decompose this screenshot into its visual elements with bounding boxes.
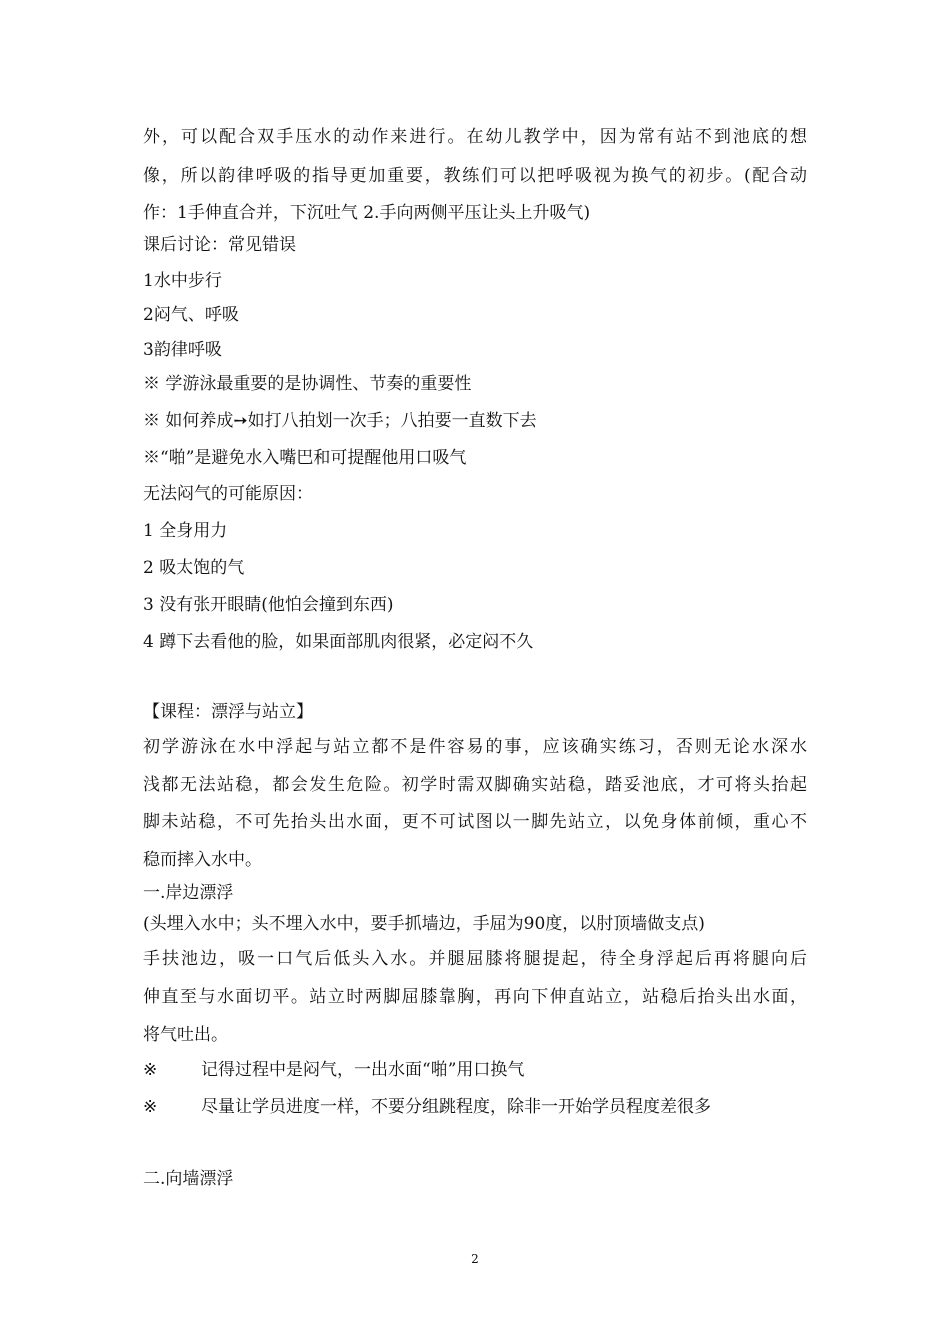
list-item: 2 吸太饱的气: [143, 558, 245, 578]
reasons-title: 无法闷气的可能原因：: [143, 484, 313, 504]
list-item: 1水中步行: [143, 271, 222, 291]
section-title: 二.向墙漂浮: [143, 1169, 234, 1189]
section-note: (头埋入水中；头不埋入水中，要手抓墙边，手屈为90度，以肘顶墙做支点): [143, 914, 705, 934]
paragraph-line: 浅都无法站稳，都会发生危险。初学时需双脚确实站稳，踏妥池底，才可将头抬起: [143, 775, 807, 795]
list-item: 3 没有张开眼睛(他怕会撞到东西): [143, 595, 394, 615]
paragraph-line: 像，所以韵律呼吸的指导更加重要，教练们可以把呼吸视为换气的初步。(配合动: [143, 166, 807, 186]
page-number: 2: [471, 1252, 479, 1266]
list-item: 3韵律呼吸: [143, 340, 222, 360]
tip-item: [143, 1060, 524, 1080]
course-title: 【课程：漂浮与站立】: [143, 702, 313, 722]
paragraph-line: 初学游泳在水中浮起与站立都不是件容易的事，应该确实练习，否则无论水深水: [143, 737, 807, 757]
reference-mark: ※: [143, 1097, 158, 1117]
tip-text: 尽量让学员进度一样，不要分组跳程度，除非一开始学员程度差很多: [201, 1097, 711, 1117]
paragraph-line: 稳而摔入水中。: [143, 850, 262, 870]
list-item: 4 蹲下去看他的脸，如果面部肌肉很紧，必定闷不久: [143, 632, 534, 652]
reference-mark: ※: [143, 1060, 158, 1080]
paragraph-line: 外，可以配合双手压水的动作来进行。在幼儿教学中，因为常有站不到池底的想: [143, 127, 807, 147]
list-item: 1 全身用力: [143, 521, 228, 541]
note-item: ※ 如何养成➙如打八拍划一次手；八拍要一直数下去: [143, 411, 537, 431]
tip-text: 记得过程中是闷气，一出水面“啪”用口换气: [201, 1060, 525, 1080]
paragraph-line: 手扶池边，吸一口气后低头入水。并腿屈膝将腿提起，待全身浮起后再将腿向后: [143, 949, 807, 969]
list-item: 2闷气、呼吸: [143, 305, 239, 325]
paragraph-line: 脚未站稳，不可先抬头出水面，更不可试图以一脚先站立，以免身体前倾，重心不: [143, 812, 807, 832]
note-item: ※“啪”是避免水入嘴巴和可提醒他用口吸气: [143, 448, 467, 468]
discussion-title: 课后讨论：常见错误: [143, 235, 296, 255]
paragraph-line: 伸直至与水面切平。站立时两脚屈膝靠胸，再向下伸直站立，站稳后抬头出水面，: [143, 987, 807, 1007]
tip-item: [143, 1097, 711, 1117]
paragraph-line: 将气吐出。: [143, 1025, 228, 1045]
section-title: 一.岸边漂浮: [143, 883, 234, 903]
paragraph-line: 作：1手伸直合并，下沉吐气 2.手向两侧平压让头上升吸气): [143, 203, 591, 223]
note-item: ※ 学游泳最重要的是协调性、节奏的重要性: [143, 374, 472, 394]
